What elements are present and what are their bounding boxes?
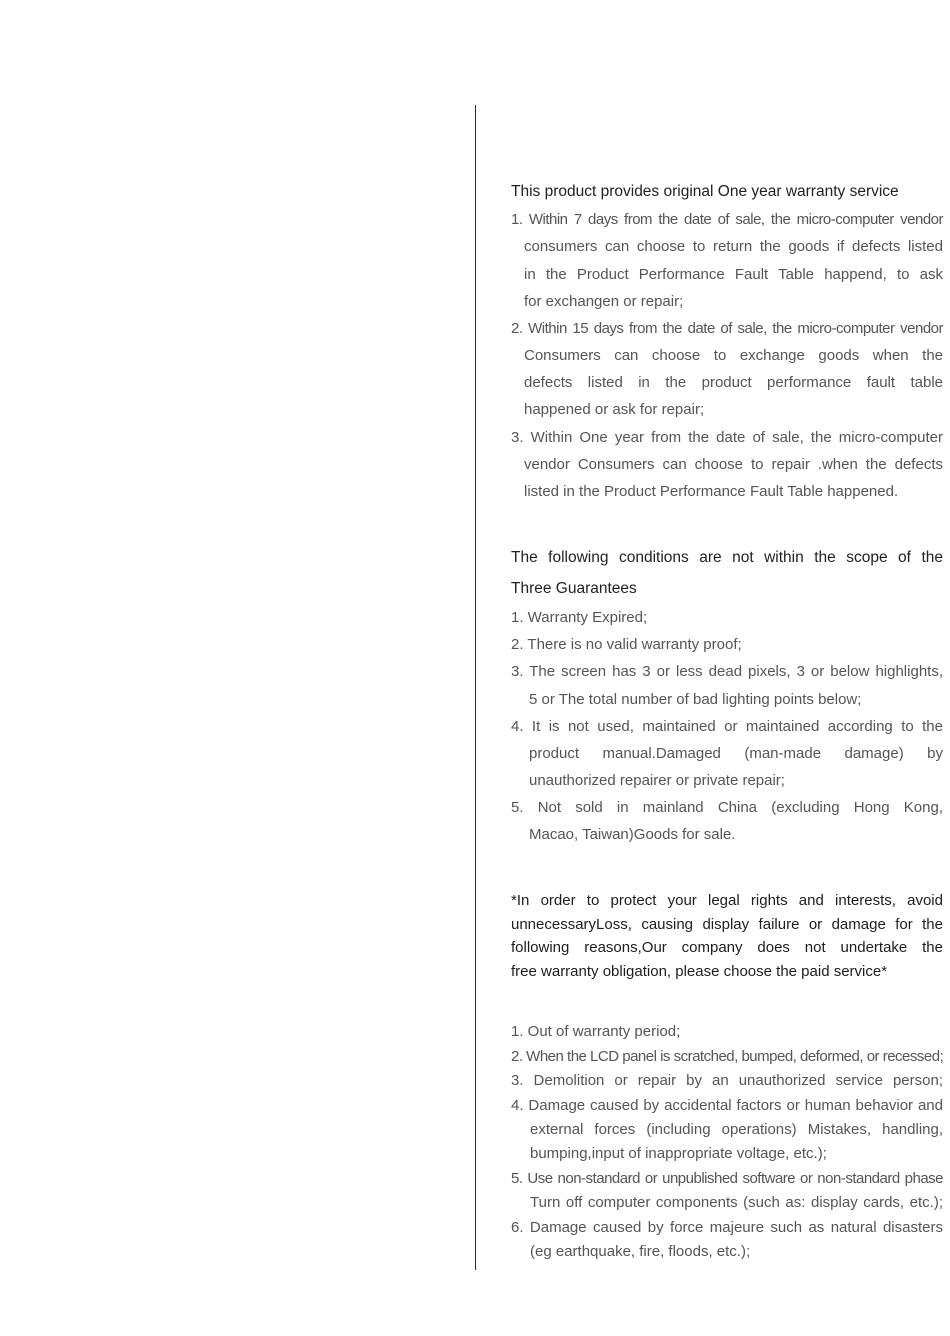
- warranty-item-2-line-3: defects listed in the product performance fault table: [524, 374, 943, 391]
- exclusion-item-3-line-1: 3. The screen has 3 or less dead pixels, 3 or below highlights,: [511, 663, 943, 680]
- warranty-item-1-line-3: in the Product Performance Fault Table happend, to ask: [524, 266, 943, 283]
- warranty-item-1-line-2: consumers can choose to return the goods if defects listed: [524, 238, 943, 255]
- exclusion-item-5-line-2: Macao, Taiwan)Goods for sale.: [529, 826, 736, 843]
- exclusion-item-2: 2. There is no valid warranty proof;: [511, 636, 742, 653]
- paid-item-6-line-2: (eg earthquake, fire, floods, etc.);: [530, 1243, 751, 1260]
- notice-line-3: following reasons,Our company does not undertake the: [511, 939, 943, 956]
- warranty-item-1-line-1: 1. Within 7 days from the date of sale, the micro-computer vendor: [511, 211, 943, 228]
- notice-line-1: *In order to protect your legal rights and interests, avoid: [511, 892, 943, 909]
- warranty-item-3-line-2: vendor Consumers can choose to repair .when the defects: [524, 456, 943, 473]
- warranty-item-2-line-4: happened or ask for repair;: [524, 401, 705, 418]
- warranty-item-3-line-1: 3. Within One year from the date of sale, the micro-computer: [511, 429, 943, 446]
- paid-item-4-line-3: bumping,input of inappropriate voltage, etc.);: [530, 1145, 827, 1162]
- paid-item-4-line-1: 4. Damage caused by accidental factors or human behavior and: [511, 1097, 943, 1114]
- exclusions-title-line-2: Three Guarantees: [511, 580, 637, 597]
- warranty-item-2-line-1: 2. Within 15 days from the date of sale, the micro-computer vendor: [511, 320, 943, 337]
- exclusion-item-4-line-2: product manual.Damaged (man-made damage) by: [529, 745, 943, 762]
- paid-item-3: 3. Demolition or repair by an unauthorized service person;: [511, 1072, 943, 1089]
- exclusion-item-5-line-1: 5. Not sold in mainland China (excluding Hong Kong,: [511, 799, 943, 816]
- notice-line-4: free warranty obligation, please choose the paid service*: [511, 963, 888, 980]
- exclusion-item-3-line-2: 5 or The total number of bad lighting points below;: [529, 691, 862, 708]
- exclusion-item-1: 1. Warranty Expired;: [511, 609, 648, 626]
- exclusion-item-4-line-3: unauthorized repairer or private repair;: [529, 772, 785, 789]
- paid-item-5-line-2: Turn off computer components (such as: display cards, etc.);: [530, 1194, 943, 1211]
- exclusion-item-4-line-1: 4. It is not used, maintained or maintained according to the: [511, 718, 943, 735]
- paid-item-6-line-1: 6. Damage caused by force majeure such as natural disasters: [511, 1219, 943, 1236]
- paid-item-2: 2. When the LCD panel is scratched, bumped, deformed, or recessed;: [511, 1048, 944, 1065]
- paid-item-5-line-1: 5. Use non-standard or unpublished software or non-standard phase: [511, 1170, 943, 1187]
- warranty-title: This product provides original One year warranty service: [511, 183, 899, 200]
- notice-line-2: unnecessaryLoss, causing display failure or damage for the: [511, 916, 943, 933]
- warranty-item-2-line-2: Consumers can choose to exchange goods when the: [524, 347, 943, 364]
- paid-item-1: 1. Out of warranty period;: [511, 1023, 681, 1040]
- warranty-item-1-line-4: for exchangen or repair;: [524, 293, 684, 310]
- paid-item-4-line-2: external forces (including operations) Mistakes, handling,: [530, 1121, 943, 1138]
- warranty-item-3-line-3: listed in the Product Performance Fault Table happened.: [524, 483, 899, 500]
- exclusions-title-line-1: The following conditions are not within the scope of the: [511, 549, 943, 566]
- center-divider: [475, 105, 476, 1270]
